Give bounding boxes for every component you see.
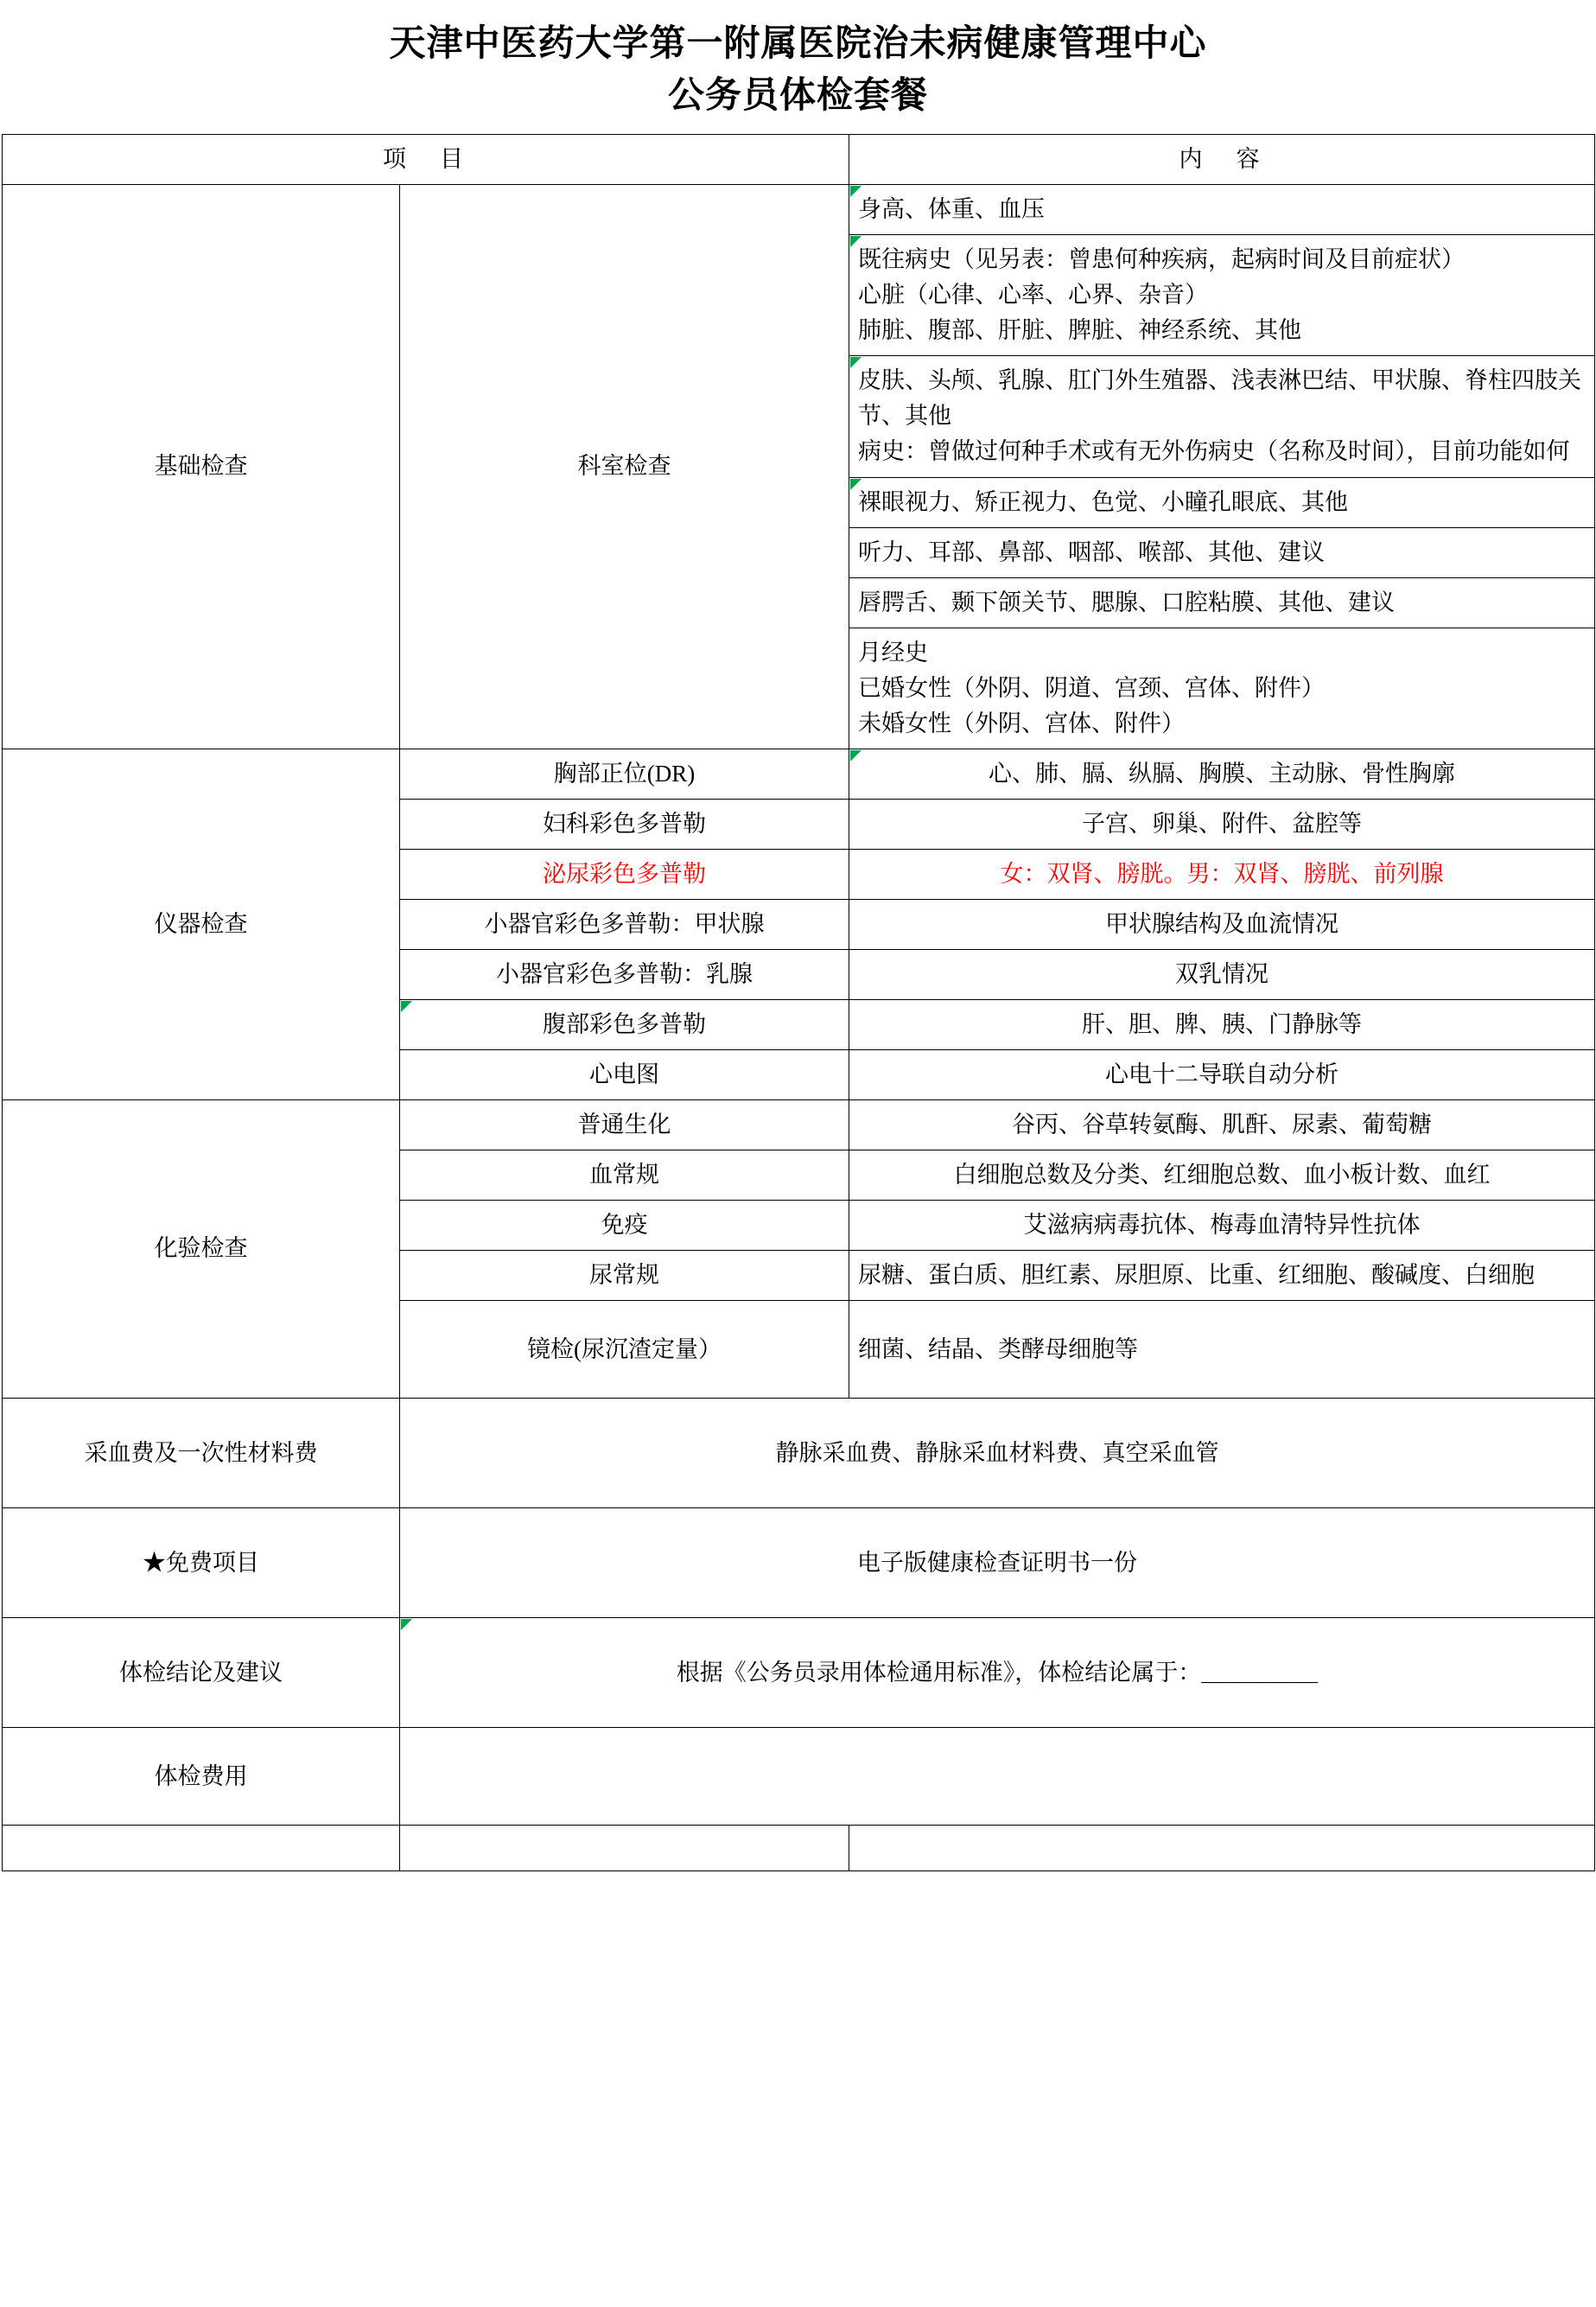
content-cell: [849, 799, 1595, 849]
content-line: 艾滋病病毒抗体、梅毒血清特异性抗体: [1023, 1211, 1421, 1238]
subitem-label: 尿常规: [400, 1251, 849, 1301]
row-label-conclusion: 体检结论及建议: [3, 1618, 400, 1728]
content-line: 静脉采血费、静脉采血材料费、真空采血管: [775, 1439, 1219, 1466]
content-line: 谷丙、谷草转氨酶、肌酐、尿素、葡萄糖: [1012, 1111, 1432, 1138]
subitem-label: 心电图: [400, 1049, 849, 1099]
subitem-label: 镜检(尿沉渣定量）: [400, 1301, 849, 1399]
group-label-instrument: 仪器检查: [3, 749, 400, 1099]
content-cell: [849, 628, 1595, 749]
content-line: 心、肺、膈、纵膈、胸膜、主动脉、骨性胸廓: [989, 760, 1455, 787]
header-item: 项 目: [3, 135, 849, 185]
subitem-label: 小器官彩色多普勒：乳腺: [400, 949, 849, 999]
content-cell: [849, 185, 1595, 235]
content-line: 既往病史（见另表：曾患何种疾病，起病时间及目前症状）: [858, 246, 1465, 273]
comment-marker-icon: [401, 1001, 412, 1012]
content-line: 心脏（心律、心率、心界、杂音）: [858, 282, 1208, 309]
content-line: 听力、耳部、鼻部、咽部、喉部、其他、建议: [858, 539, 1325, 565]
content-line: 心电十二导联自动分析: [1105, 1061, 1338, 1087]
content-line: 裸眼视力、矫正视力、色觉、小瞳孔眼底、其他: [858, 488, 1348, 515]
content-line: 月经史: [858, 639, 928, 666]
subitem-label-text: 腹部彩色多普勒: [543, 1010, 706, 1037]
content-line: 已婚女性（外阴、阴道、宫颈、宫体、附件）: [858, 674, 1325, 701]
content-line: 子宫、卵巢、附件、盆腔等: [1082, 810, 1362, 837]
content-line: 双乳情况: [1175, 960, 1269, 987]
group-label-basic: 基础检查: [3, 185, 400, 749]
content-cell: [849, 1099, 1595, 1150]
comment-marker-icon: [850, 186, 862, 197]
subitem-label: 血常规: [400, 1150, 849, 1200]
table-row: [3, 1618, 1595, 1728]
subitem-label: 普通生化: [400, 1099, 849, 1150]
row-label-blood-draw-fee: 采血费及一次性材料费: [3, 1399, 400, 1508]
content-line: 肺脏、腹部、肝脏、脾脏、神经系统、其他: [858, 317, 1301, 344]
content-cell: [400, 1508, 1595, 1618]
table-row: [3, 1099, 1595, 1150]
subitem-label: 胸部正位(DR): [400, 749, 849, 799]
content-line: 白细胞总数及分类、红细胞总数、血小板计数、血红: [953, 1161, 1491, 1188]
title-line-1: 天津中医药大学第一附属医院治未病健康管理中心: [389, 24, 1207, 64]
content-cell: [400, 1618, 1595, 1728]
content-cell: [849, 1049, 1595, 1099]
table-header-row: [3, 135, 1595, 185]
content-line: 细菌、结晶、类酵母细胞等: [858, 1335, 1138, 1362]
comment-marker-icon: [850, 479, 862, 490]
table-row: [3, 1728, 1595, 1826]
subitem-label: [400, 999, 849, 1049]
content-line: 甲状腺结构及血流情况: [1105, 910, 1338, 937]
trailing-cell-mid: [400, 1826, 849, 1871]
content-cell-empty: [400, 1728, 1595, 1826]
exam-package-table: [2, 134, 1595, 1871]
content-line: 根据《公务员录用体检通用标准》，体检结论属于：＿＿＿＿＿: [676, 1659, 1319, 1686]
content-cell: [849, 849, 1595, 899]
subitem-label: 泌尿彩色多普勒: [400, 849, 849, 899]
content-cell: [849, 749, 1595, 799]
subgroup-label-department: 科室检查: [400, 185, 849, 749]
content-cell: [849, 477, 1595, 527]
content-cell: [400, 1399, 1595, 1508]
subitem-label: 小器官彩色多普勒：甲状腺: [400, 899, 849, 949]
content-cell: [849, 899, 1595, 949]
content-cell: [849, 1301, 1595, 1399]
content-line: 电子版健康检查证明书一份: [857, 1549, 1137, 1576]
table-row: [3, 749, 1595, 799]
content-line: 尿糖、蛋白质、胆红素、尿胆原、比重、红细胞、酸碱度、白细胞: [858, 1262, 1535, 1288]
group-label-lab: 化验检查: [3, 1099, 400, 1398]
content-cell: [849, 1150, 1595, 1200]
row-label-free-item: ★免费项目: [3, 1508, 400, 1618]
content-cell: [849, 356, 1595, 477]
table-row: [3, 185, 1595, 235]
comment-marker-icon: [401, 1619, 412, 1630]
content-cell: [849, 999, 1595, 1049]
document-title: [0, 0, 1596, 134]
table-row-partial: [3, 1826, 1595, 1871]
content-line: 未婚女性（外阴、宫体、附件）: [858, 710, 1185, 736]
content-cell: [849, 527, 1595, 577]
header-content: 内 容: [849, 135, 1595, 185]
subitem-label: 免疫: [400, 1200, 849, 1250]
content-line: 身高、体重、血压: [858, 196, 1045, 223]
table-row: [3, 1399, 1595, 1508]
content-cell: [849, 1251, 1595, 1301]
trailing-cell-right: [849, 1826, 1595, 1871]
row-label-total-cost: 体检费用: [3, 1728, 400, 1826]
subitem-label: 妇科彩色多普勒: [400, 799, 849, 849]
title-line-2: 公务员体检套餐: [667, 75, 928, 116]
comment-marker-icon: [850, 236, 862, 247]
content-cell: [849, 577, 1595, 628]
trailing-cell-left: [3, 1826, 400, 1871]
content-line: 皮肤、头颅、乳腺、肛门外生殖器、浅表淋巴结、甲状腺、脊柱四肢关节、其他: [858, 367, 1581, 430]
content-cell: [849, 235, 1595, 356]
content-line: 唇腭舌、颞下颌关节、腮腺、口腔粘膜、其他、建议: [858, 589, 1395, 615]
content-cell: [849, 949, 1595, 999]
comment-marker-icon: [850, 357, 862, 368]
content-cell: [849, 1200, 1595, 1250]
content-line: 女：双肾、膀胱。男：双肾、膀胱、前列腺: [1000, 860, 1444, 887]
content-line: 肝、胆、脾、胰、门静脉等: [1082, 1010, 1362, 1037]
table-row: [3, 1508, 1595, 1618]
content-line: 病史：曾做过何种手术或有无外伤病史（名称及时间），目前功能如何: [858, 438, 1570, 465]
comment-marker-icon: [850, 750, 862, 762]
